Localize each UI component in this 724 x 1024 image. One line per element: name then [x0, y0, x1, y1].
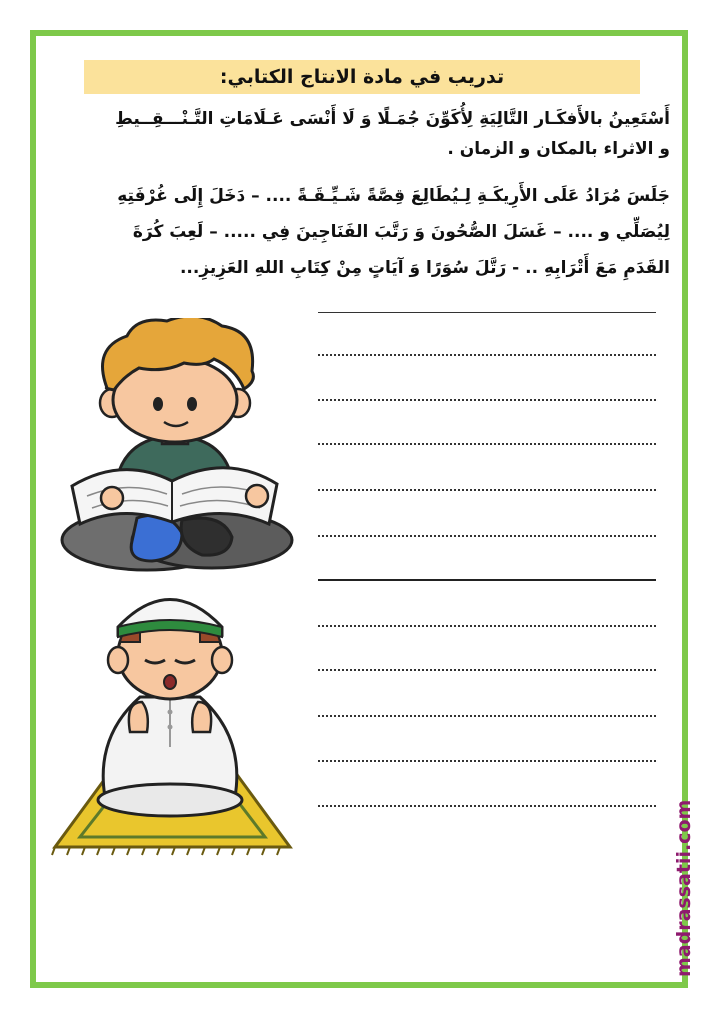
ideas-text	[60, 178, 670, 286]
boy-reading-illustration	[52, 318, 297, 578]
worksheet-title: تدريب في مادة الانتاج الكتابي:	[84, 60, 640, 94]
ideas-line-2: لِيُصَلِّي و .... – غَسَلَ الصُّحُونَ وَ رَتَّبَ الفَنَاجِينَ فِي ..... – لَعِبَ كُرَةَ	[132, 222, 670, 242]
writing-line[interactable]	[318, 579, 656, 581]
writing-line[interactable]	[318, 625, 656, 627]
ideas-line-1: جَلَسَ مُرَادُ عَلَى الأَرِيكَـةِ لِـيُطَالِعَ قِصَّةً شَـيِّـقَـةً .... – دَخَلَ إِلَى غُرْفَتِهِ	[117, 186, 670, 206]
boy-praying-illustration	[50, 582, 295, 862]
ideas-line-3: القَدَمِ مَعَ أَتْرَابِهِ .. - رَتَّلَ سُوَرًا وَ آيَاتٍ مِنْ كِتَابِ اللهِ العَزِيزِ...	[179, 258, 670, 278]
writing-line[interactable]	[318, 443, 656, 445]
writing-line[interactable]	[318, 535, 656, 537]
writing-line[interactable]	[318, 715, 656, 717]
instruction-line-2: و الاثراء بالمكان و الزمان .	[447, 139, 670, 159]
writing-line[interactable]	[318, 805, 656, 807]
writing-line[interactable]	[318, 489, 656, 491]
writing-line[interactable]	[318, 312, 656, 313]
writing-line[interactable]	[318, 669, 656, 671]
instruction-line-1: أَسْتَعِينُ بالأَفكَـار التَّالِيَةِ لِأُكَوِّنَ جُمَـلًا وَ لَا أَنْسَى عَـلَامَاتِ التَّـنْـــقِــيطِ	[115, 109, 670, 129]
writing-line[interactable]	[318, 760, 656, 762]
writing-line[interactable]	[318, 354, 656, 356]
watermark-text: madrassatii.com	[673, 799, 695, 977]
watermark	[664, 785, 704, 980]
instruction-text	[60, 104, 670, 164]
writing-line[interactable]	[318, 399, 656, 401]
